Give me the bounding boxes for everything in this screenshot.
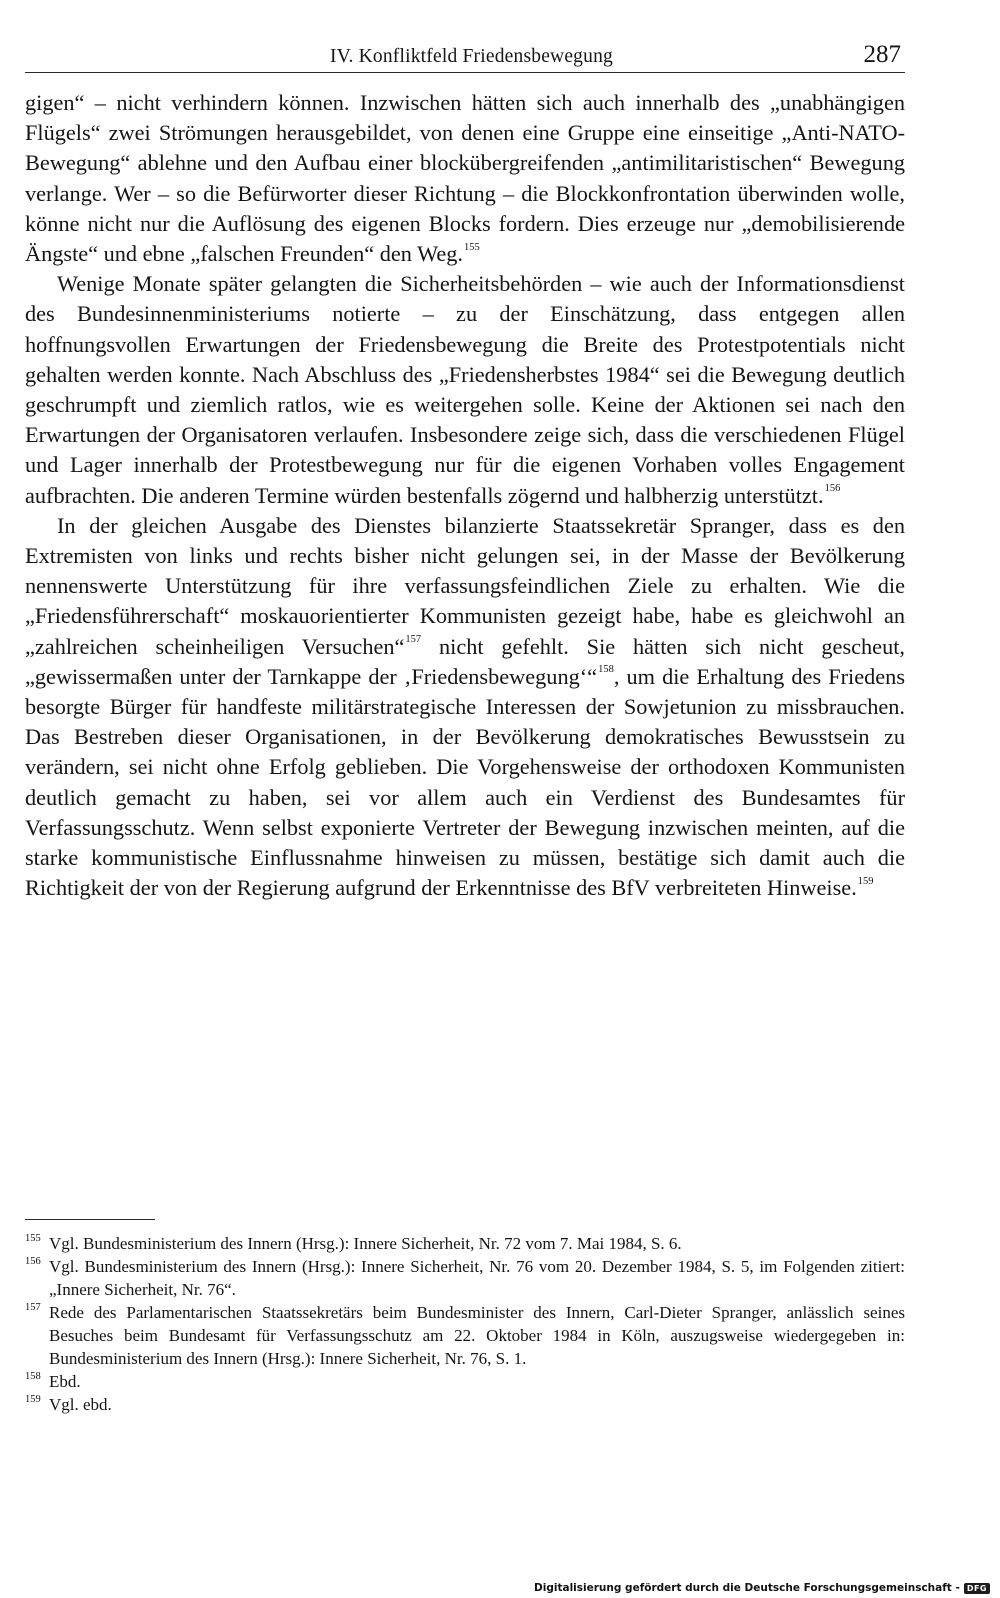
paragraph-text: Wenige Monate später gelangten die Sicherheitsbehörden – wie auch der Informationsdienst des Bundesinnenministeriums notierte – zu der Einschätzung, dass entgegen allen hoffnungsvollen Erwartungen der Friedensbewegung die Breite des Protestpotentials nicht gehalten werden konnte. Nach Abschluss des „Friedensherbstes 1984“ sei die Bewegung deutlich geschrumpft und ziemlich ratlos, wie es weitergehen solle. Keine der Aktionen sei nach den Erwartungen der Organisatoren verlaufen. Insbesondere zeige sich, dass die verschiedenen Flügel und Lager innerhalb der Protestbewegung nur für die eigenen Vorhaben volles Engagement aufbrachten. Die anderen Termine würden bestenfalls zögernd und halbherzig unterstützt. [25, 271, 905, 508]
paragraph-text: gigen“ – nicht verhindern können. Inzwischen hätten sich auch innerhalb des „unabhängigen Flügels“ zwei Strömungen herausgebildet, von denen eine Gruppe eine einseitige „Anti-NATO-Bewegung“ ablehne und den Aufbau einer blockübergreifenden „antimilitaristischen“ Bewegung verlange. Wer – so die Befürworter dieser Richtung – die Blockkonfrontation überwinden wolle, könne nicht nur die Auflösung des eigenen Blocks fordern. Dies erzeuge nur „demobilisierende Ängste“ und ebne „falschen Freunden“ den Weg. [25, 90, 905, 267]
footnote-reference[interactable]: 155 [464, 241, 480, 253]
running-header [25, 38, 905, 73]
footnote-divider [25, 1219, 155, 1220]
footnotes [25, 1232, 905, 1416]
footnote-text: Rede des Parlamentarischen Staatssekretärs beim Bundesminister des Innern, Carl-Dieter Spranger, anlässlich seines Besuches beim Bundesamt für Verfassungsschutz am 22. Oktober 1984 in Köln, auszugsweise wiedergegeben in: Bundesministerium des Innern (Hrsg.): Innere Sicherheit, Nr. 76, S. 1. [49, 1303, 905, 1368]
footnote-reference[interactable]: 156 [824, 483, 841, 495]
paragraph-text: nicht gefehlt. Sie hätten sich nicht gescheut, „gewissermaßen unter der Tarnkappe der ‚Friedensbewegung‘“ [25, 633, 905, 689]
body-paragraph [25, 511, 905, 904]
footnote-reference[interactable]: 158 [598, 664, 614, 676]
dfg-logo-icon: DFG [964, 1583, 990, 1594]
footnote-number: 157 [25, 1302, 41, 1313]
body-text [25, 88, 905, 903]
body-paragraph [25, 88, 905, 269]
footnote-text: Vgl. Bundesministerium des Innern (Hrsg.): Innere Sicherheit, Nr. 76 vom 20. Dezember 1984, S. 5, im Folgenden zitiert: „Innere Sicherheit, Nr. 76“. [49, 1257, 905, 1299]
footnote-reference[interactable]: 157 [405, 634, 422, 646]
footnote-item [25, 1255, 905, 1301]
footnote-item [25, 1370, 905, 1393]
footnote-item [25, 1393, 905, 1416]
footnote-number: 156 [25, 1256, 41, 1267]
footnote-number: 158 [25, 1371, 41, 1382]
page-number: 287 [863, 41, 901, 68]
footnote-number: 155 [25, 1233, 41, 1244]
footnote-item [25, 1232, 905, 1255]
body-paragraph [25, 269, 905, 511]
footnote-item [25, 1301, 905, 1370]
paragraph-text: In der gleichen Ausgabe des Dienstes bilanzierte Staatssekretär Spranger, dass es den Extremisten von links und rechts bisher nicht gelungen sei, in der Masse der Bevölkerung nennenswerte Unterstützung für ihre verfassungsfeindlichen Ziele zu erhalten. Wie die „Friedensführerschaft“ moskauorientierter Kommunisten gezeigt habe, habe es gleichwohl an „zahlreichen scheinheiligen Versuchen“ [25, 512, 905, 659]
credit-text: Digitalisierung gefördert durch die Deutsche Forschungsgemeinschaft - [534, 1582, 960, 1594]
footnote-reference[interactable]: 159 [857, 875, 874, 887]
digitization-credit [534, 1582, 990, 1594]
running-title: IV. Konfliktfeld Friedensbewegung [330, 46, 613, 67]
footnote-text: Ebd. [49, 1372, 81, 1391]
footnote-number: 159 [25, 1394, 41, 1405]
footnote-text: Vgl. Bundesministerium des Innern (Hrsg.): Innere Sicherheit, Nr. 72 vom 7. Mai 1984, S. 6. [49, 1234, 682, 1253]
footnote-text: Vgl. ebd. [49, 1395, 112, 1414]
paragraph-text: , um die Erhaltung des Friedens besorgte Bürger für handfeste militärstrategische Interessen der Sowjetunion zu missbrauchen. Das Bestreben dieser Organisationen, in der Bevölkerung demokratisches Bewusstsein zu verändern, sei nicht ohne Erfolg geblieben. Die Vorgehensweise der orthodoxen Kommunisten deutlich gemacht zu haben, sei vor allem auch ein Verdienst des Bundesamtes für Verfassungsschutz. Wenn selbst exponierte Vertreter der Bewegung inzwischen meinten, auf die starke kommunistische Einflussnahme hinweisen zu müssen, bestätige sich damit auch die Richtigkeit der von der Regierung aufgrund der Erkenntnisse des BfV verbreiteten Hinweise. [25, 663, 905, 901]
